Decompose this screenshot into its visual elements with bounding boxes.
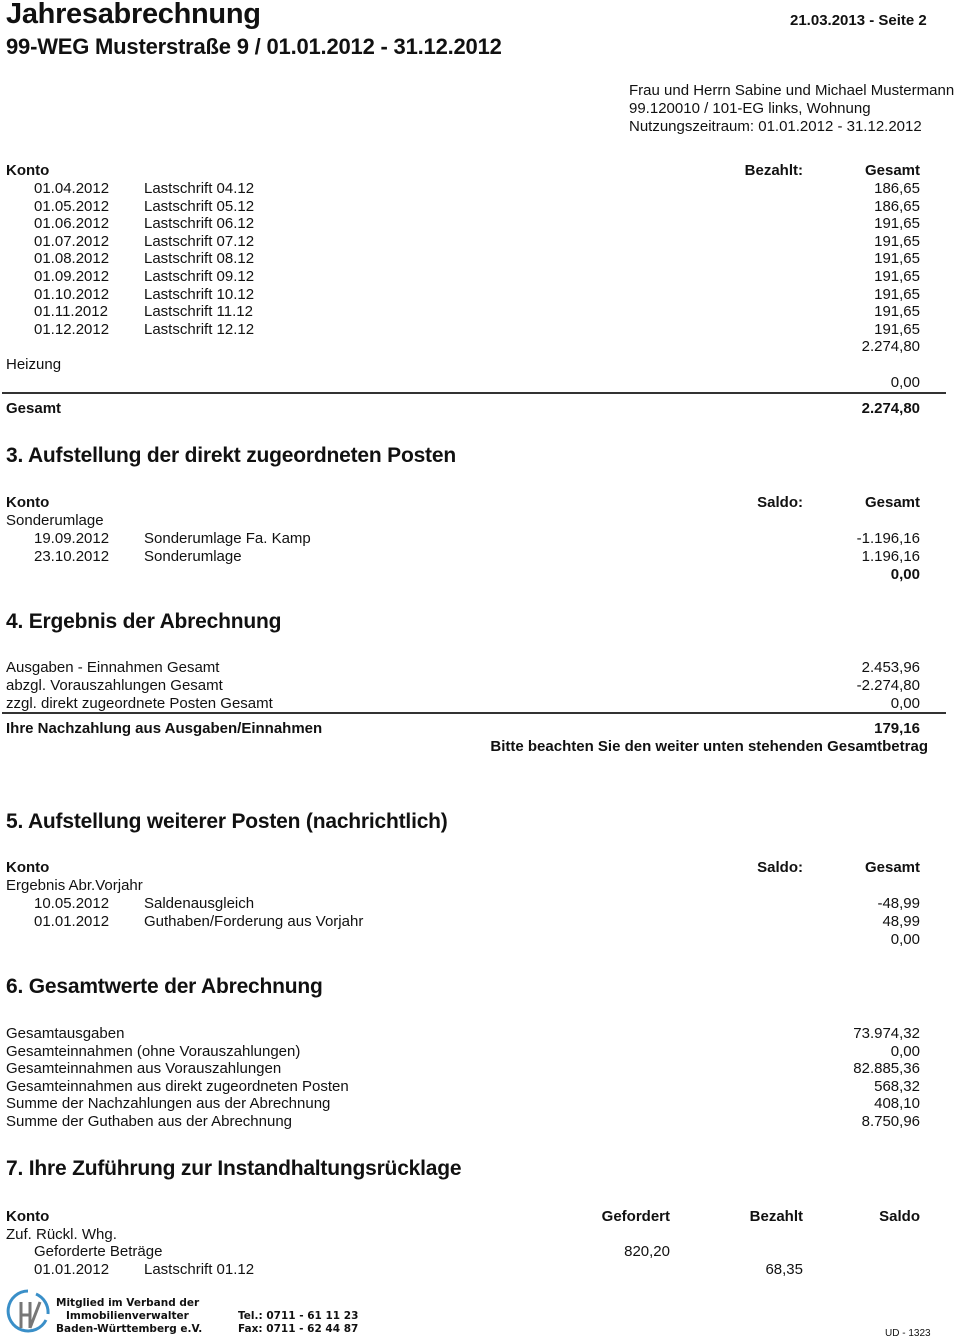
row-date: 01.09.2012 [34, 268, 110, 285]
section5-total-row [0, 931, 960, 949]
section4-result-row [0, 720, 960, 738]
group-label: Sonderumlage [6, 512, 104, 529]
table-row [0, 913, 960, 931]
row-date: 10.05.2012 [34, 895, 110, 912]
table-row [0, 215, 960, 233]
table-row [0, 1113, 960, 1131]
table-row [0, 250, 960, 268]
document-subtitle: 99-WEG Musterstraße 9 / 01.01.2012 - 31.12.2012 [6, 34, 502, 59]
row-amount: 191,65 [874, 215, 920, 233]
table-row [0, 659, 960, 677]
table-row [0, 286, 960, 304]
col-saldo: Saldo: [757, 859, 803, 876]
row-date: 01.11.2012 [34, 303, 108, 321]
row-description: Lastschrift 08.12 [144, 250, 255, 268]
row-amount: 191,65 [874, 320, 920, 338]
row-label: Gesamtausgaben [6, 1025, 125, 1042]
row-description: Sonderumlage Fa. Kamp [144, 530, 311, 547]
table-row [0, 303, 960, 321]
group-label: Ergebnis Abr.Vorjahr [6, 877, 143, 894]
table-row [0, 1095, 960, 1113]
table-row [0, 321, 960, 339]
footer-fax: Fax: 0711 - 62 44 87 [238, 1323, 359, 1335]
row-amount: 568,32 [874, 1077, 920, 1095]
table-row [0, 1060, 960, 1078]
row-label: Summe der Nachzahlungen aus der Abrechnung [6, 1095, 331, 1113]
date-page-info: 21.03.2013 - Seite 2 [790, 12, 927, 29]
table-row [0, 548, 960, 566]
row-label: Gesamteinnahmen (ohne Vorauszahlungen) [6, 1042, 301, 1060]
section2-table-header [0, 162, 960, 180]
row-date: 01.04.2012 [34, 180, 110, 197]
col-konto: Konto [6, 1208, 50, 1225]
row-date: 01.01.2012 [34, 913, 110, 930]
row-amount: 191,65 [874, 303, 920, 321]
section6-title: 6. Gesamtwerte der Abrechnung [6, 975, 323, 998]
row-amount: 82.885,36 [853, 1060, 920, 1078]
recipient-period: Nutzungszeitraum: 01.01.2012 - 31.12.2012 [629, 118, 922, 135]
heizung-label: Heizung [6, 356, 62, 373]
row-date: 01.06.2012 [34, 215, 110, 233]
row-label: abzgl. Vorauszahlungen Gesamt [6, 677, 223, 694]
section2-total-row [0, 400, 960, 418]
row-amount: 0,00 [890, 695, 920, 712]
row-amount: 1.196,16 [861, 548, 920, 565]
table-row [0, 233, 960, 251]
col-konto: Konto [6, 494, 50, 511]
result-label: Ihre Nachzahlung aus Ausgaben/Einnahmen [6, 720, 323, 737]
association-line3: Baden-Württemberg e.V. [56, 1323, 203, 1335]
row-description: Sonderumlage [144, 548, 242, 565]
row-amount: 191,65 [874, 250, 920, 268]
demanded-label: Geforderte Beträge [34, 1243, 163, 1260]
row-amount: 191,65 [874, 285, 920, 303]
section5-group [0, 877, 960, 895]
col-bezahlt: Bezahlt: [744, 162, 803, 179]
heizung-row [0, 356, 960, 374]
divider [2, 712, 946, 714]
table-row [0, 1025, 960, 1043]
heizung-amount-row [0, 374, 960, 392]
row-description: Lastschrift 09.12 [144, 268, 255, 285]
section2-subtotal-row [0, 338, 960, 356]
col-saldo: Saldo [879, 1208, 920, 1225]
row-label: Summe der Guthaben aus der Abrechnung [6, 1113, 293, 1130]
subtotal-amount: 2.274,80 [861, 338, 920, 355]
row-description: Lastschrift 06.12 [144, 215, 255, 233]
recipient-unit: 99.120010 / 101-EG links, Wohnung [629, 100, 871, 117]
row-description: Lastschrift 05.12 [144, 197, 255, 215]
row-date: 01.10.2012 [34, 285, 110, 303]
section3-total-row [0, 566, 960, 584]
section7-group [0, 1226, 960, 1244]
row-amount: 0,00 [890, 1042, 920, 1060]
document-code: UD - 1323 [885, 1328, 931, 1339]
row-amount: 73.974,32 [853, 1025, 920, 1042]
divider [2, 392, 946, 394]
section3-table-header [0, 494, 960, 512]
row-amount: 2.453,96 [861, 659, 920, 676]
table-row [0, 180, 960, 198]
row-description: Lastschrift 12.12 [144, 320, 255, 338]
table-row [0, 695, 960, 713]
col-bezahlt: Bezahlt [749, 1208, 803, 1225]
result-note: Bitte beachten Sie den weiter unten stehenden Gesamtbetrag [490, 738, 928, 755]
table-row [0, 1043, 960, 1061]
hv-logo-icon [6, 1288, 50, 1332]
row-date: 01.08.2012 [34, 250, 110, 268]
association-line2: Immobilienverwalter [66, 1310, 189, 1322]
row-description: Lastschrift 11.12 [144, 303, 253, 321]
row-date: 01.07.2012 [34, 232, 110, 250]
recipient-name: Frau und Herrn Sabine und Michael Mustermann [629, 82, 955, 99]
total-amount: 0,00 [890, 566, 920, 583]
heizung-amount: 0,00 [890, 374, 920, 391]
col-gesamt: Gesamt [864, 162, 920, 179]
row-amount: 191,65 [874, 268, 920, 285]
total-amount: 0,00 [890, 931, 920, 948]
table-row [0, 530, 960, 548]
footer-tel: Tel.: 0711 - 61 11 23 [238, 1310, 359, 1322]
section4-title: 4. Ergebnis der Abrechnung [6, 610, 282, 633]
section4-note-row [0, 738, 960, 756]
col-saldo: Saldo: [757, 494, 803, 511]
section7-table-header [0, 1208, 960, 1226]
total-amount: 2.274,80 [861, 400, 920, 417]
row-description: Guthaben/Forderung aus Vorjahr [144, 913, 364, 930]
col-konto: Konto [6, 859, 50, 876]
section7-demanded-row [0, 1243, 960, 1261]
section5-title: 5. Aufstellung weiterer Posten (nachrichtlich) [6, 810, 448, 833]
row-date: 01.12.2012 [34, 320, 110, 338]
row-amount: 408,10 [874, 1095, 920, 1113]
table-row [0, 198, 960, 216]
row-date: 23.10.2012 [34, 548, 110, 565]
section5-table-header [0, 859, 960, 877]
document-title: Jahresabrechnung [6, 0, 261, 30]
total-label: Gesamt [6, 400, 62, 417]
row-description: Saldenausgleich [144, 895, 255, 912]
col-gesamt: Gesamt [864, 859, 920, 876]
result-amount: 179,16 [874, 720, 920, 737]
payment-date: 01.01.2012 [34, 1261, 110, 1278]
col-gesamt: Gesamt [864, 494, 920, 511]
table-row [0, 895, 960, 913]
section3-title: 3. Aufstellung der direkt zugeordneten Posten [6, 444, 456, 467]
table-row [0, 1078, 960, 1096]
col-gefordert: Gefordert [601, 1208, 670, 1225]
payment-amount: 68,35 [765, 1261, 803, 1278]
row-label: Gesamteinnahmen aus Vorauszahlungen [6, 1060, 282, 1078]
payment-desc: Lastschrift 01.12 [144, 1261, 255, 1278]
row-amount: 8.750,96 [861, 1113, 920, 1130]
row-amount: -1.196,16 [856, 530, 920, 547]
row-description: Lastschrift 10.12 [144, 285, 255, 303]
section3-group [0, 512, 960, 530]
row-label: Gesamteinnahmen aus direkt zugeordneten Posten [6, 1077, 349, 1095]
section7-payment-row [0, 1261, 960, 1279]
col-konto: Konto [6, 162, 50, 179]
group-label: Zuf. Rückl. Whg. [6, 1226, 117, 1243]
row-amount: 48,99 [882, 913, 920, 930]
row-description: Lastschrift 07.12 [144, 232, 255, 250]
row-date: 19.09.2012 [34, 530, 110, 547]
section7-title: 7. Ihre Zuführung zur Instandhaltungsrücklage [6, 1157, 462, 1180]
row-description: Lastschrift 04.12 [144, 180, 255, 197]
row-amount: 191,65 [874, 232, 920, 250]
demanded-amount: 820,20 [624, 1243, 670, 1260]
row-date: 01.05.2012 [34, 197, 110, 215]
table-row [0, 268, 960, 286]
table-row [0, 677, 960, 695]
row-amount: -2.274,80 [856, 677, 920, 694]
association-line1: Mitglied im Verband der [56, 1297, 200, 1309]
row-label: zzgl. direkt zugeordnete Posten Gesamt [6, 695, 273, 712]
row-amount: 186,65 [874, 197, 920, 215]
row-label: Ausgaben - Einnahmen Gesamt [6, 659, 220, 676]
row-amount: -48,99 [877, 895, 920, 912]
row-amount: 186,65 [874, 180, 920, 197]
